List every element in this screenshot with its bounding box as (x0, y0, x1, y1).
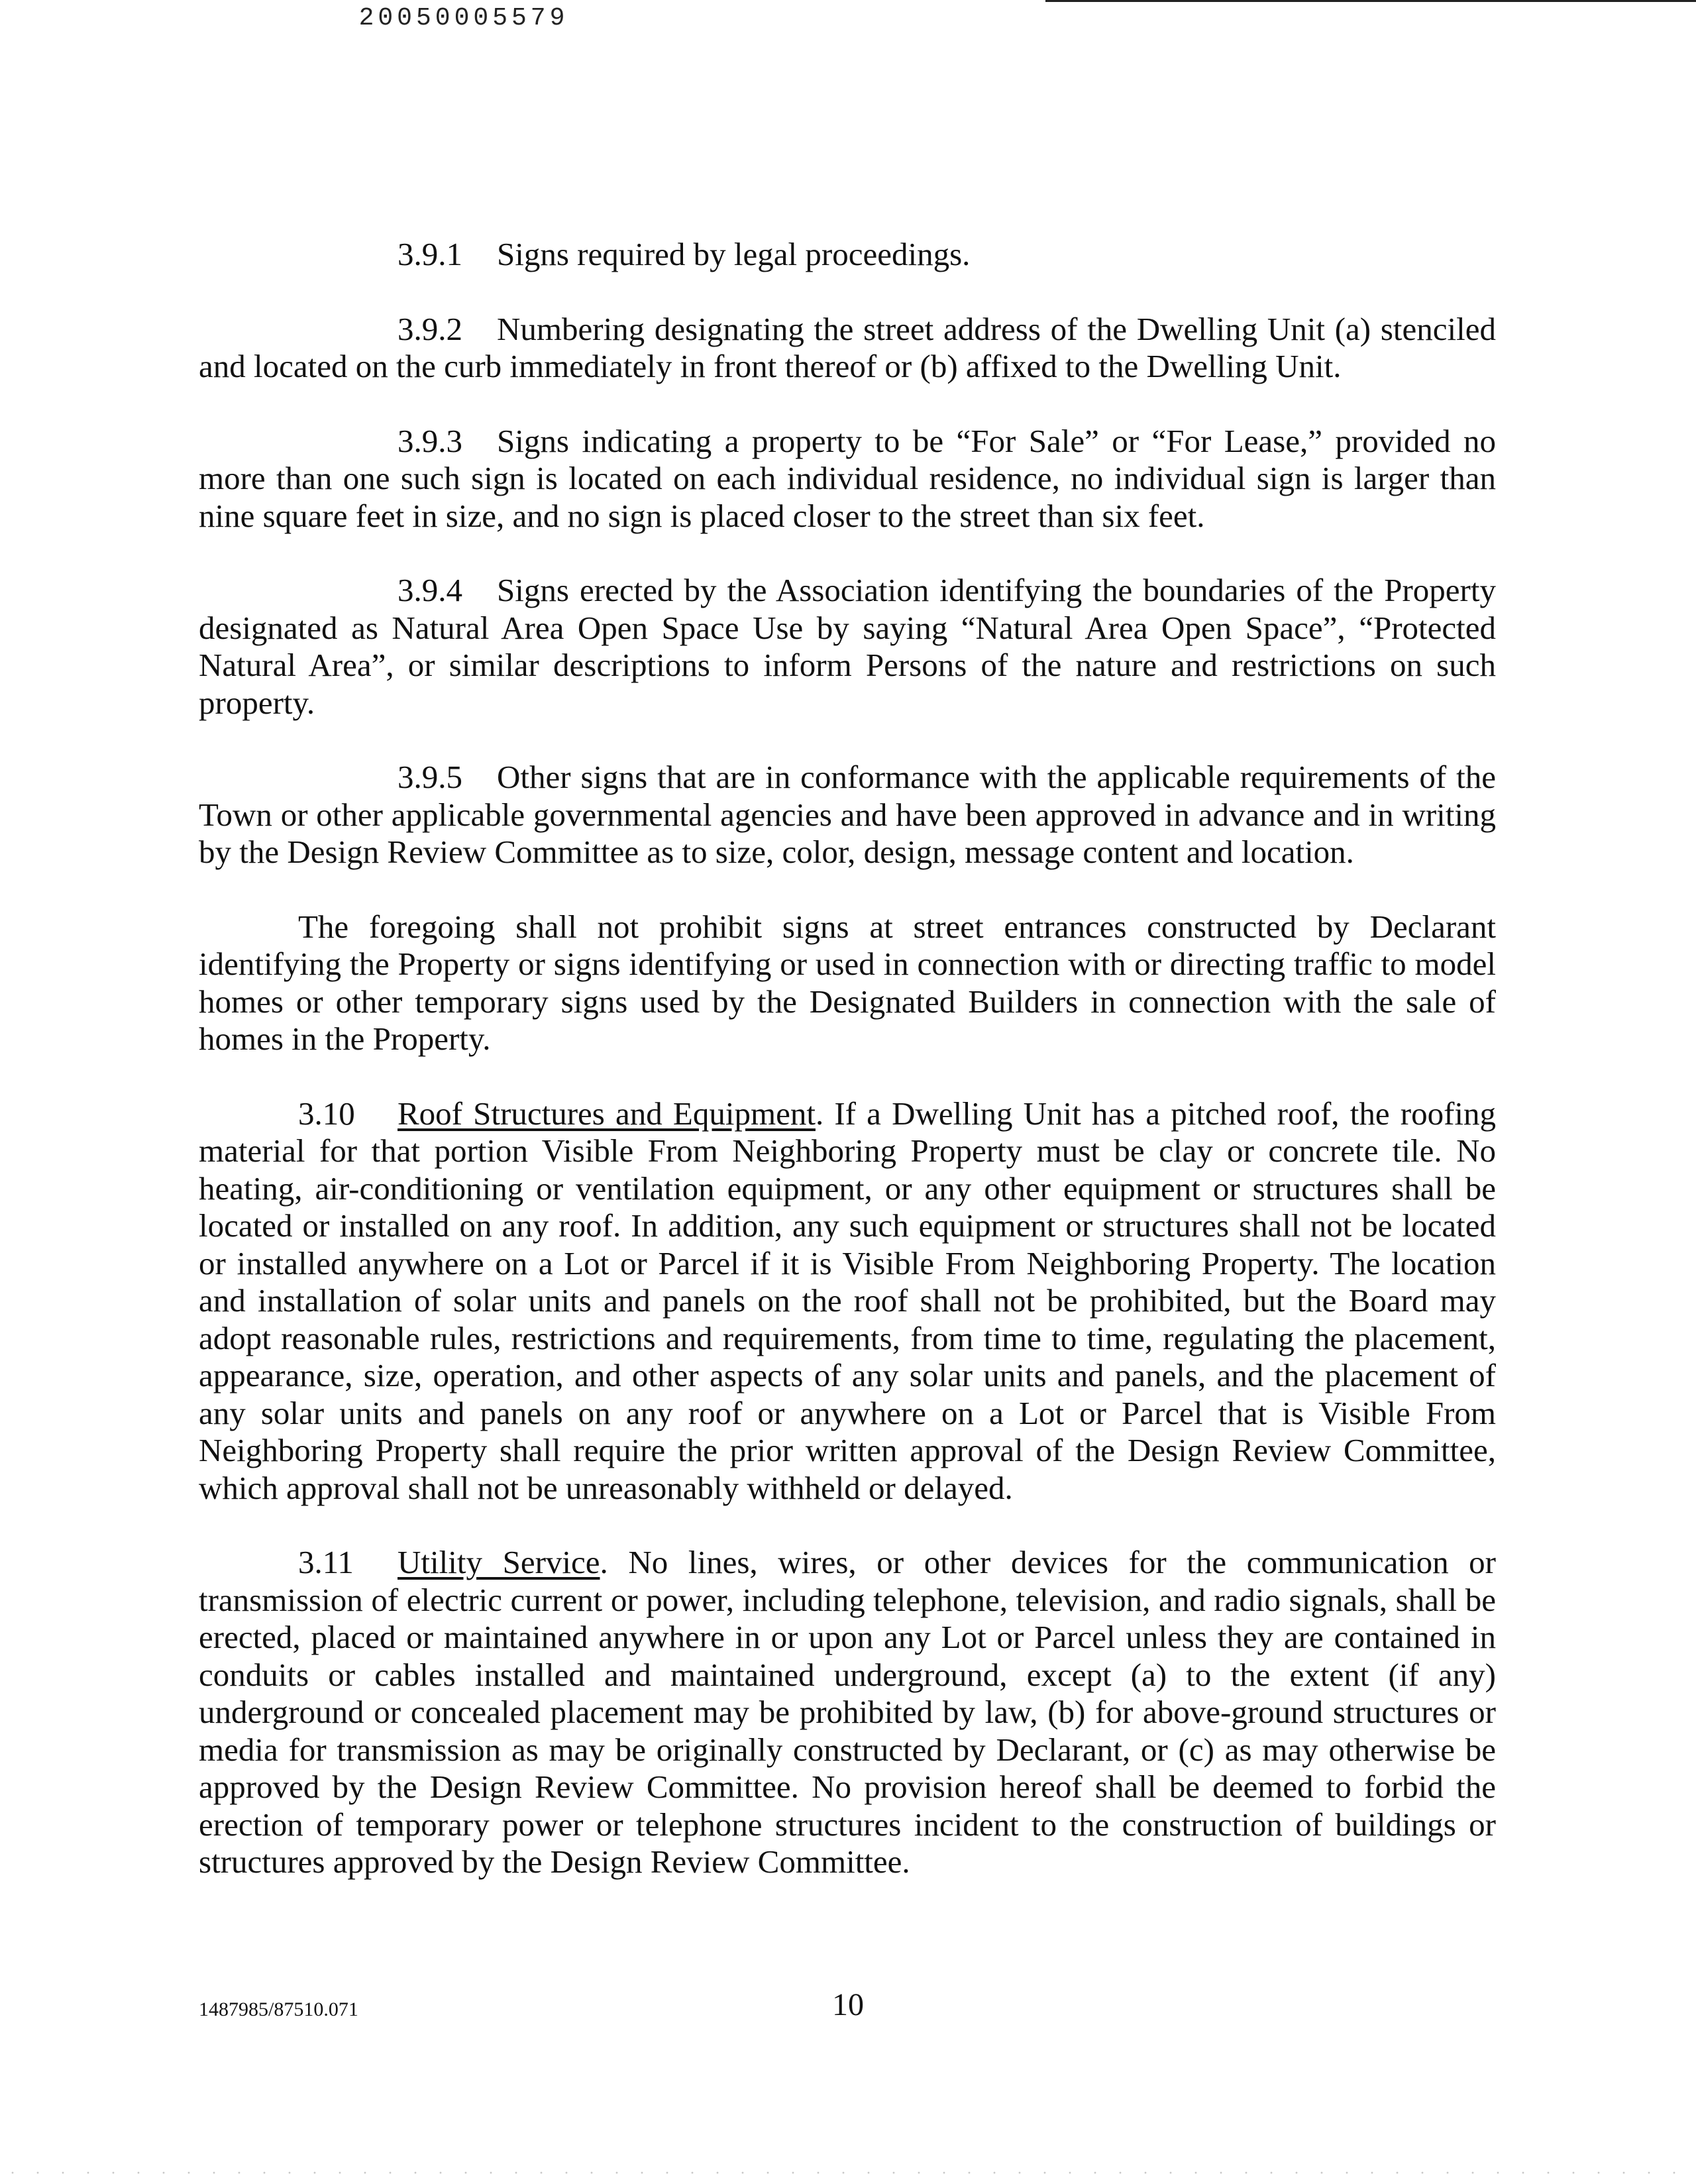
paragraph-3-9-4 (199, 572, 1496, 722)
section-title: Utility Service (398, 1544, 600, 1580)
paragraph-text: Numbering designating the street address of the Dwelling Unit (a) stenciled and located on the curb immediately in front thereof or (b) affixed to the Dwelling Unit. (199, 310, 1496, 384)
section-text: . No lines, wires, or other devices for the communication or transmission of electric current or power, including telephone, television, and radio signals, shall be erected, placed or maintained anywhere in or upon any Lot or Parcel unless they are contained in conduits or cables installed and maintained underground, except (a) to the extent (if any) underground or concealed placement may be prohibited by law, (b) for above-ground structures or media for transmission as may be originally constructed by Declarant, or (c) as may otherwise be approved by the Design Review Committee. No provision hereof shall be deemed to forbid the erection of temporary power or telephone structures incident to the construction of buildings or structures approved by the Design Review Committee. (199, 1544, 1496, 1880)
paragraph-number: 3.9.5 (398, 759, 462, 795)
section-3-10 (199, 1095, 1496, 1507)
recording-number: 20050005579 (358, 4, 569, 32)
paragraph-number: 3.9.4 (398, 572, 462, 608)
section-title: Roof Structures and Equipment (398, 1095, 816, 1132)
page-number: 10 (832, 1987, 864, 2022)
paragraph-3-9-2 (199, 311, 1496, 386)
paragraph-number: 3.9.1 (398, 236, 462, 272)
paragraph-text: The foregoing shall not prohibit signs at street entrances constructed by Declarant identifying the Property or signs identifying or used in connection with or directing traffic to model homes or other temporary signs used by the Designated Builders in connection with the sale of homes in the Property. (199, 908, 1496, 1057)
section-3-11 (199, 1544, 1496, 1881)
section-text: . If a Dwelling Unit has a pitched roof, the roofing material for that portion Visible From Neighboring Property must be clay or concrete tile. No heating, air-conditioning or ventilation equipment, or any other equipment or structures shall be located or installed on any roof. In addition, any such equipment or structures shall not be located or installed anywhere on a Lot or Parcel if it is Visible From Neighboring Property. The location and installation of solar units and panels on the roof shall not be prohibited, but the Board may adopt reasonable rules, restrictions and requirements, from time to time, regulating the placement, appearance, size, operation, and other aspects of any solar units and panels, and the placement of any solar units and panels on any roof or anywhere on a Lot or Parcel that is Visible From Neighboring Property shall require the prior written approval of the Design Review Committee, which approval shall not be unreasonably withheld or delayed. (199, 1095, 1496, 1506)
document-body (199, 236, 1496, 1918)
paragraph-number: 3.9.2 (398, 310, 462, 347)
paragraph-text: Signs indicating a property to be “For Sale” or “For Lease,” provided no more than one such sign is located on each individual residence, no individual sign is larger than nine square feet in size, and no sign is placed closer to the street than six feet. (199, 422, 1496, 534)
section-number: 3.11 (298, 1544, 354, 1580)
section-number: 3.10 (298, 1095, 355, 1132)
paragraph-3-9-3 (199, 423, 1496, 535)
paragraph-3-9-1 (199, 236, 1496, 274)
scan-artifact-dots (0, 2171, 1696, 2175)
paragraph-number: 3.9.3 (398, 422, 462, 459)
footer-reference: 1487985/87510.071 (199, 1998, 358, 2020)
header-rule (1045, 0, 1696, 2)
paragraph-text: Other signs that are in conformance with the applicable requirements of the Town or other applicable governmental agencies and have been approved in advance and in writing by the Design Review Committee as to size, color, design, message content and location. (199, 759, 1496, 870)
paragraph-text: Signs required by legal proceedings. (497, 236, 971, 272)
paragraph-3-9-5 (199, 759, 1496, 871)
paragraph-foregoing (199, 908, 1496, 1058)
paragraph-text: Signs erected by the Association identifying the boundaries of the Property designated as Natural Area Open Space Use by saying “Natural Area Open Space”, “Protected Natural Area”, or similar descriptions to inform Persons of the nature and restrictions on such property. (199, 572, 1496, 721)
